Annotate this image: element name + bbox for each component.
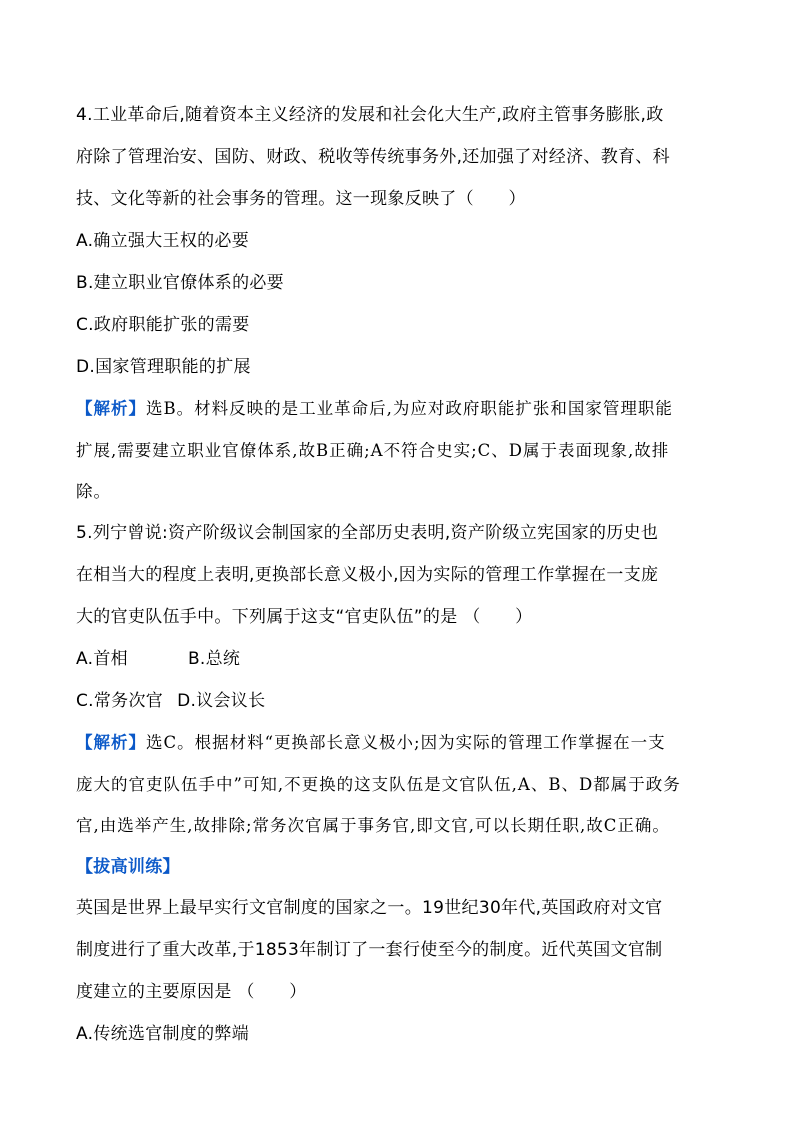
- q5-option-a: A.首相: [76, 649, 128, 669]
- q6-stem-line-3: 度建立的主要原因是 （ ）: [76, 982, 307, 1002]
- q5-analysis-text-1: 选C。根据材料“更换部长意义极小;因为实际的管理工作掌握在一支: [146, 733, 666, 752]
- q5-options-row-2: [76, 690, 726, 712]
- q5-option-c: C.常务次官: [76, 691, 164, 711]
- q5-analysis-line-1: [76, 732, 726, 754]
- section-title: 【拔高训练】: [76, 857, 180, 877]
- analysis-tag: 【解析】: [76, 733, 146, 752]
- q5-stem-line-3: 大的官吏队伍手中。下列属于这支“官吏队伍”的是 （ ）: [76, 607, 533, 627]
- q4-option-c: C.政府职能扩张的需要: [76, 315, 250, 335]
- q4-stem-line-1: 4.工业革命后,随着资本主义经济的发展和社会化大生产,政府主管事务膨胀,政: [76, 105, 664, 125]
- q4-stem-line-2: 府除了管理治安、国防、财政、税收等传统事务外,还加强了对经济、教育、科: [76, 147, 670, 167]
- q6-stem-line-1: 英国是世界上最早实行文官制度的国家之一。19世纪30年代,英国政府对文官: [76, 898, 663, 918]
- q5-stem-line-1: 5.列宁曾说:资产阶级议会制国家的全部历史表明,资产阶级立宪国家的历史也: [76, 523, 659, 543]
- q4-analysis-line-2: 扩展,需要建立职业官僚体系,故B正确;A不符合史实;C、D属于表面现象,故排: [76, 441, 670, 460]
- q4-analysis-line-1: [76, 398, 726, 420]
- q5-analysis-line-3: 官,由选举产生,故排除;常务次官属于事务官,即文官,可以长期任职,故C正确。: [76, 816, 670, 835]
- q5-option-d: D.议会议长: [177, 691, 266, 711]
- analysis-tag: 【解析】: [76, 399, 146, 418]
- q4-option-b: B.建立职业官僚体系的必要: [76, 273, 284, 293]
- q5-stem-line-2: 在相当大的程度上表明,更换部长意义极小,因为实际的管理工作掌握在一支庞: [76, 565, 659, 585]
- q4-analysis-line-3: 除。: [76, 482, 111, 501]
- q5-option-b: B.总统: [187, 649, 241, 669]
- q4-option-d: D.国家管理职能的扩展: [76, 357, 251, 377]
- q6-option-a: A.传统选官制度的弊端: [76, 1024, 250, 1044]
- q5-analysis-line-2: 庞大的官吏队伍手中”可知,不更换的这支队伍是文官队伍,A、B、D都属于政务: [76, 775, 681, 794]
- q5-options-row-1: [76, 648, 726, 670]
- q4-option-a: A.确立强大王权的必要: [76, 231, 250, 251]
- q4-stem-line-3: 技、文化等新的社会事务的管理。这一现象反映了（ ）: [76, 189, 526, 209]
- q4-analysis-text-1: 选B。材料反映的是工业革命后,为应对政府职能扩张和国家管理职能: [146, 399, 673, 418]
- q6-stem-line-2: 制度进行了重大改革,于1853年制订了一套行使至今的制度。近代英国文官制: [76, 940, 663, 960]
